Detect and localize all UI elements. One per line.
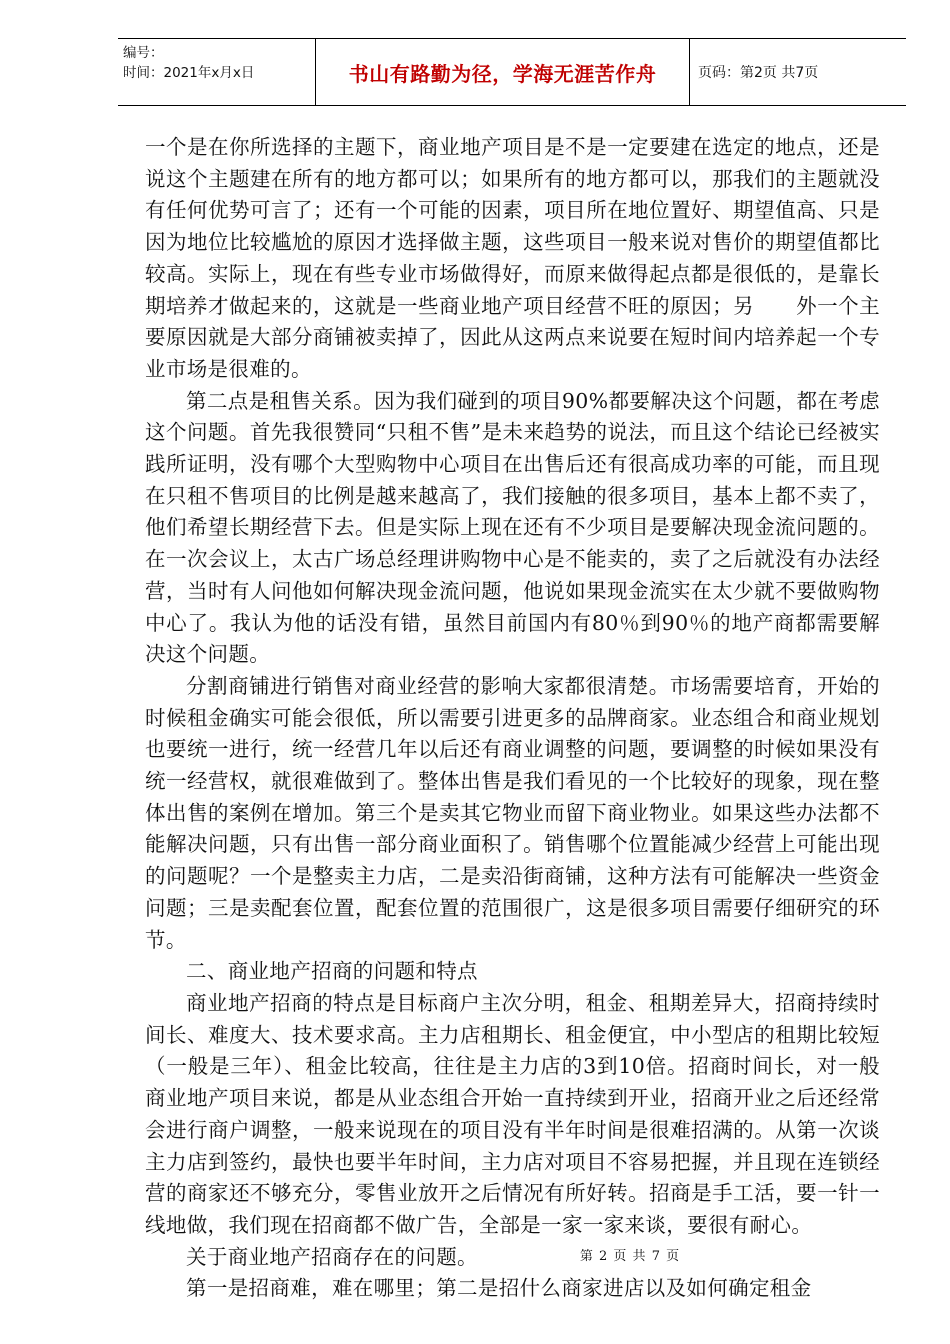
paragraph: 商业地产招商的特点是目标商户主次分明，租金、租期差异大，招商持续时间长、难度大、技术要求高。主力店租期长、租金便宜，中小型店的租期比较短（一般是三年）、租金比较高，往往是主力店的3到10倍。招商时间长，对一般商业地产项目来说，都是从业态组合开始一直持续到开业，招商开业之后还经常会进行商户调整，一般来说现在的项目没有半年时间是很难招满的。从第一次谈主力店到签约，最快也要半年时间，主力店对项目不容易把握，并且现在连锁经营的商家还不够充分，零售业放开之后情况有所好转。招商是手工活，要一针一线地做，我们现在招商都不做广告，全部是一家一家来谈，要很有耐心。 <box>145 990 880 1237</box>
number-label: 编号： <box>123 45 164 61</box>
section-heading: 二、商业地产招商的问题和特点 <box>186 959 478 984</box>
paragraph: 分割商铺进行销售对商业经营的影响大家都很清楚。市场需要培育，开始的时候租金确实可能会很低，所以需要引进更多的品牌商家。业态组合和商业规划也要统一进行，统一经营几年以后还有商业调整的问题，要调整的时候如果没有统一经营权，就很难做到了。整体出售是我们看见的一个比较好的现象，现在整体出售的案例在增加。第三个是卖其它物业而留下商业物业。如果这些办法都不能解决问题，只有出售一部分商业面积了。销售哪个位置能减少经营上可能出现的问题呢？一个是整卖主力店，二是卖沿街商铺，这种方法有可能解决一些资金问题；三是卖配套位置，配套位置的范围很广，这是很多项目需要仔细研究的环节。 <box>145 673 880 952</box>
document-body <box>145 132 880 1305</box>
header-meta <box>118 39 316 105</box>
header-motto: 书山有路勤为径，学海无涯苦作舟 <box>316 39 690 105</box>
paragraph: 一个是在你所选择的主题下，商业地产项目是不是一定要建在选定的地点，还是说这个主题建在所有的地方都可以；如果所有的地方都可以，那我们的主题就没有任何优势可言了；还有一个可能的因素，项目所在地位置好、期望值高、只是因为地位比较尴尬的原因才选择做主题，这些项目一般来说对售价的期望值都比较高。实际上，现在有些专业市场做得好，而原来做得起点都是很低的，是靠长期培养才做起来的，这就是一些商业地产项目经营不旺的原因；另 外一个主要原因就是大部分商铺被卖掉了，因此从这两点来说要在短时间内培养起一个专业市场是很难的。 <box>145 135 880 381</box>
paragraph: 第一是招商难，难在哪里；第二是招什么商家进店以及如何确定租金 <box>186 1276 812 1301</box>
paragraph: 第二点是租售关系。因为我们碰到的项目90%都要解决这个问题，都在考虑这个问题。首先我很赞同“只租不售”是未来趋势的说法，而且这个结论已经被实践所证明，没有哪个大型购物中心项目在出售后还有很高成功率的可能，而且现在只租不售项目的比例是越来越高了，我们接触的很多项目，基本上都不卖了，他们希望长期经营下去。但是实际上现在还有不少项目是要解决现金流问题的。在一次会议上，太古广场总经理讲购物中心是不能卖的，卖了之后就没有办法经营，当时有人问他如何解决现金流问题，他说如果现金流实在太少就不要做购物中心了。我认为他的话没有错，虽然目前国内有80％到90％的地产商都需要解决这个问题。 <box>145 388 880 667</box>
header-page-info: 页码：第2页 共7页 <box>698 65 819 81</box>
page-footer: 第 2 页 共 7 页 <box>579 1249 681 1264</box>
time-label: 时间：2021年x月x日 <box>123 65 255 81</box>
paragraph: 关于商业地产招商存在的问题。 <box>186 1244 478 1269</box>
page-header <box>118 38 906 106</box>
